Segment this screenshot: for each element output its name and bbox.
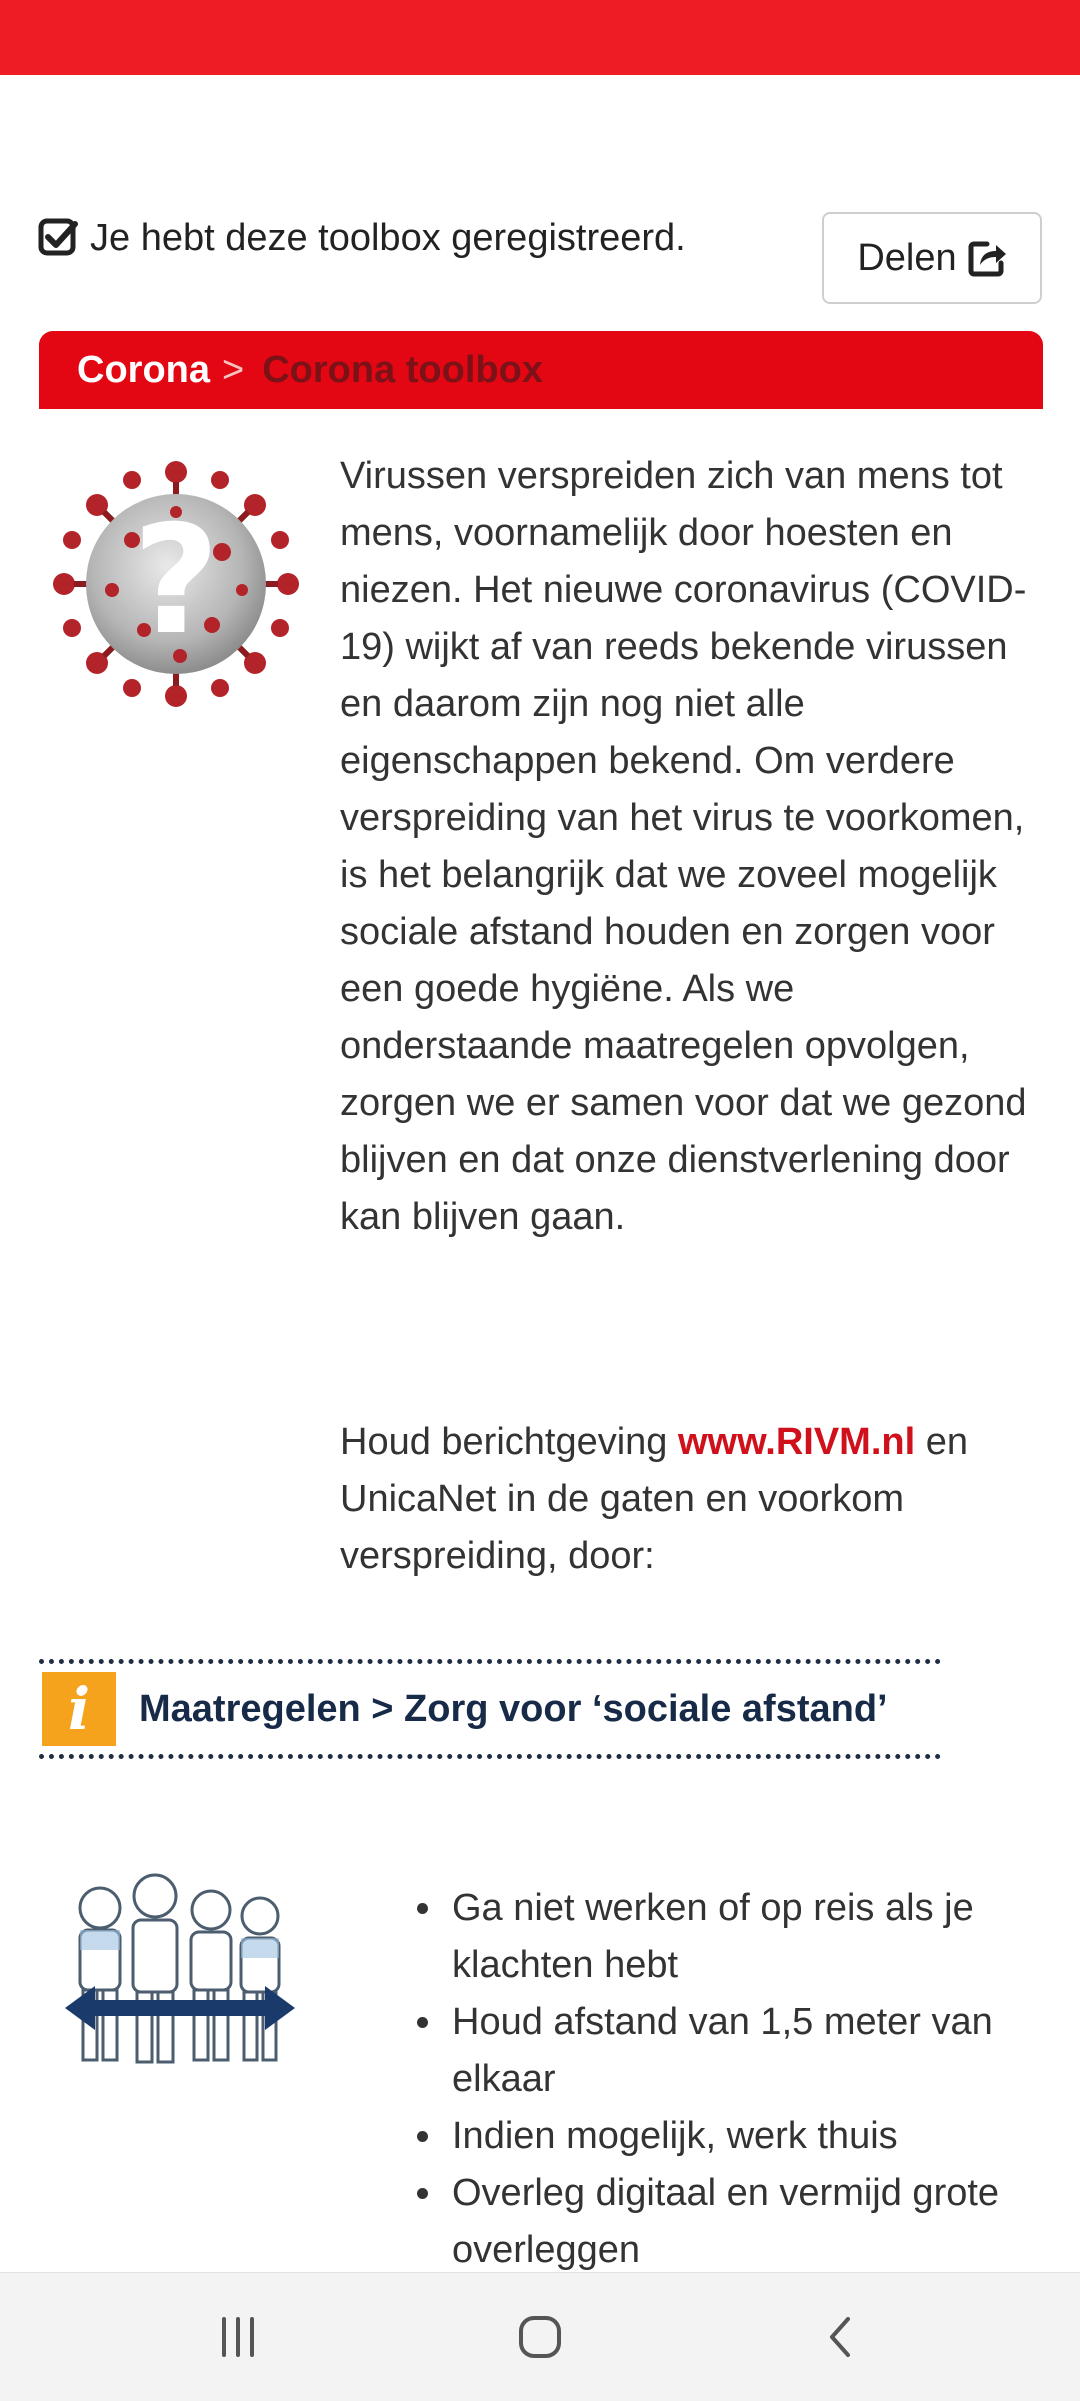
share-button[interactable]: [822, 212, 1042, 304]
rivm-notice-suffix: en UnicaNet in de gaten en voorkom verspreiding, door:: [340, 1421, 968, 1577]
checkbox-checked-icon: [38, 218, 78, 258]
social-distance-people-icon: [55, 1858, 305, 2074]
coronavirus-question-icon: [52, 460, 300, 708]
breadcrumb-home-link[interactable]: Corona: [77, 348, 210, 391]
list-item: • Indien mogelijk, werk thuis: [446, 2108, 1066, 2165]
back-button[interactable]: [787, 2297, 897, 2377]
back-icon: [820, 2315, 864, 2359]
info-icon: i: [42, 1672, 116, 1746]
breadcrumb: [39, 331, 1043, 409]
home-button[interactable]: [485, 2297, 595, 2377]
section-divider-bottom: [39, 1754, 941, 1759]
share-label: Delen: [857, 236, 957, 279]
system-navigation-bar: [0, 2272, 1080, 2401]
registration-text: Je hebt deze toolbox geregistreerd.: [90, 216, 686, 259]
section-divider-top: [39, 1659, 941, 1664]
list-item: • Houd afstand van 1,5 meter van elkaar: [446, 1994, 1066, 2108]
recent-apps-button[interactable]: [183, 2297, 293, 2377]
rivm-notice: [340, 1414, 1030, 1585]
svg-text:?: ?: [132, 494, 220, 668]
breadcrumb-separator: >: [222, 348, 245, 391]
recent-apps-icon: [216, 2315, 260, 2359]
registration-status: [38, 212, 686, 264]
share-icon: [967, 238, 1007, 278]
intro-text: Virussen verspreiden zich van mens tot mens, voornamelijk door hoesten en niezen. Het nieuwe coronavirus (COVID-19) wijkt af van reeds bekende virussen en daarom zijn nog niet alle eigenschappen bekend. Om verdere verspreiding van het virus te voorkomen, is het belangrijk dat we zoveel mogelijk sociale afstand houden en zorgen voor een goede hygiëne. Als we onderstaande maatregelen opvolgen, zorgen we er samen voor dat we gezond blijven en dat onze dienstverlening door kan blijven gaan.: [340, 455, 1027, 1238]
measures-list: [420, 1880, 1066, 2279]
list-item: • Overleg digitaal en vermijd grote overleggen: [446, 2165, 1066, 2279]
section-title: Maatregelen > Zorg voor ‘sociale afstand’: [139, 1688, 888, 1730]
rivm-notice-prefix: Houd berichtgeving: [340, 1421, 678, 1463]
home-icon: [517, 2314, 563, 2360]
header-bar: [0, 0, 1080, 75]
list-item: • Ga niet werken of op reis als je klachten hebt: [446, 1880, 1066, 1994]
rivm-link[interactable]: www.RIVM.nl: [678, 1421, 916, 1463]
breadcrumb-current: Corona toolbox: [262, 348, 543, 391]
